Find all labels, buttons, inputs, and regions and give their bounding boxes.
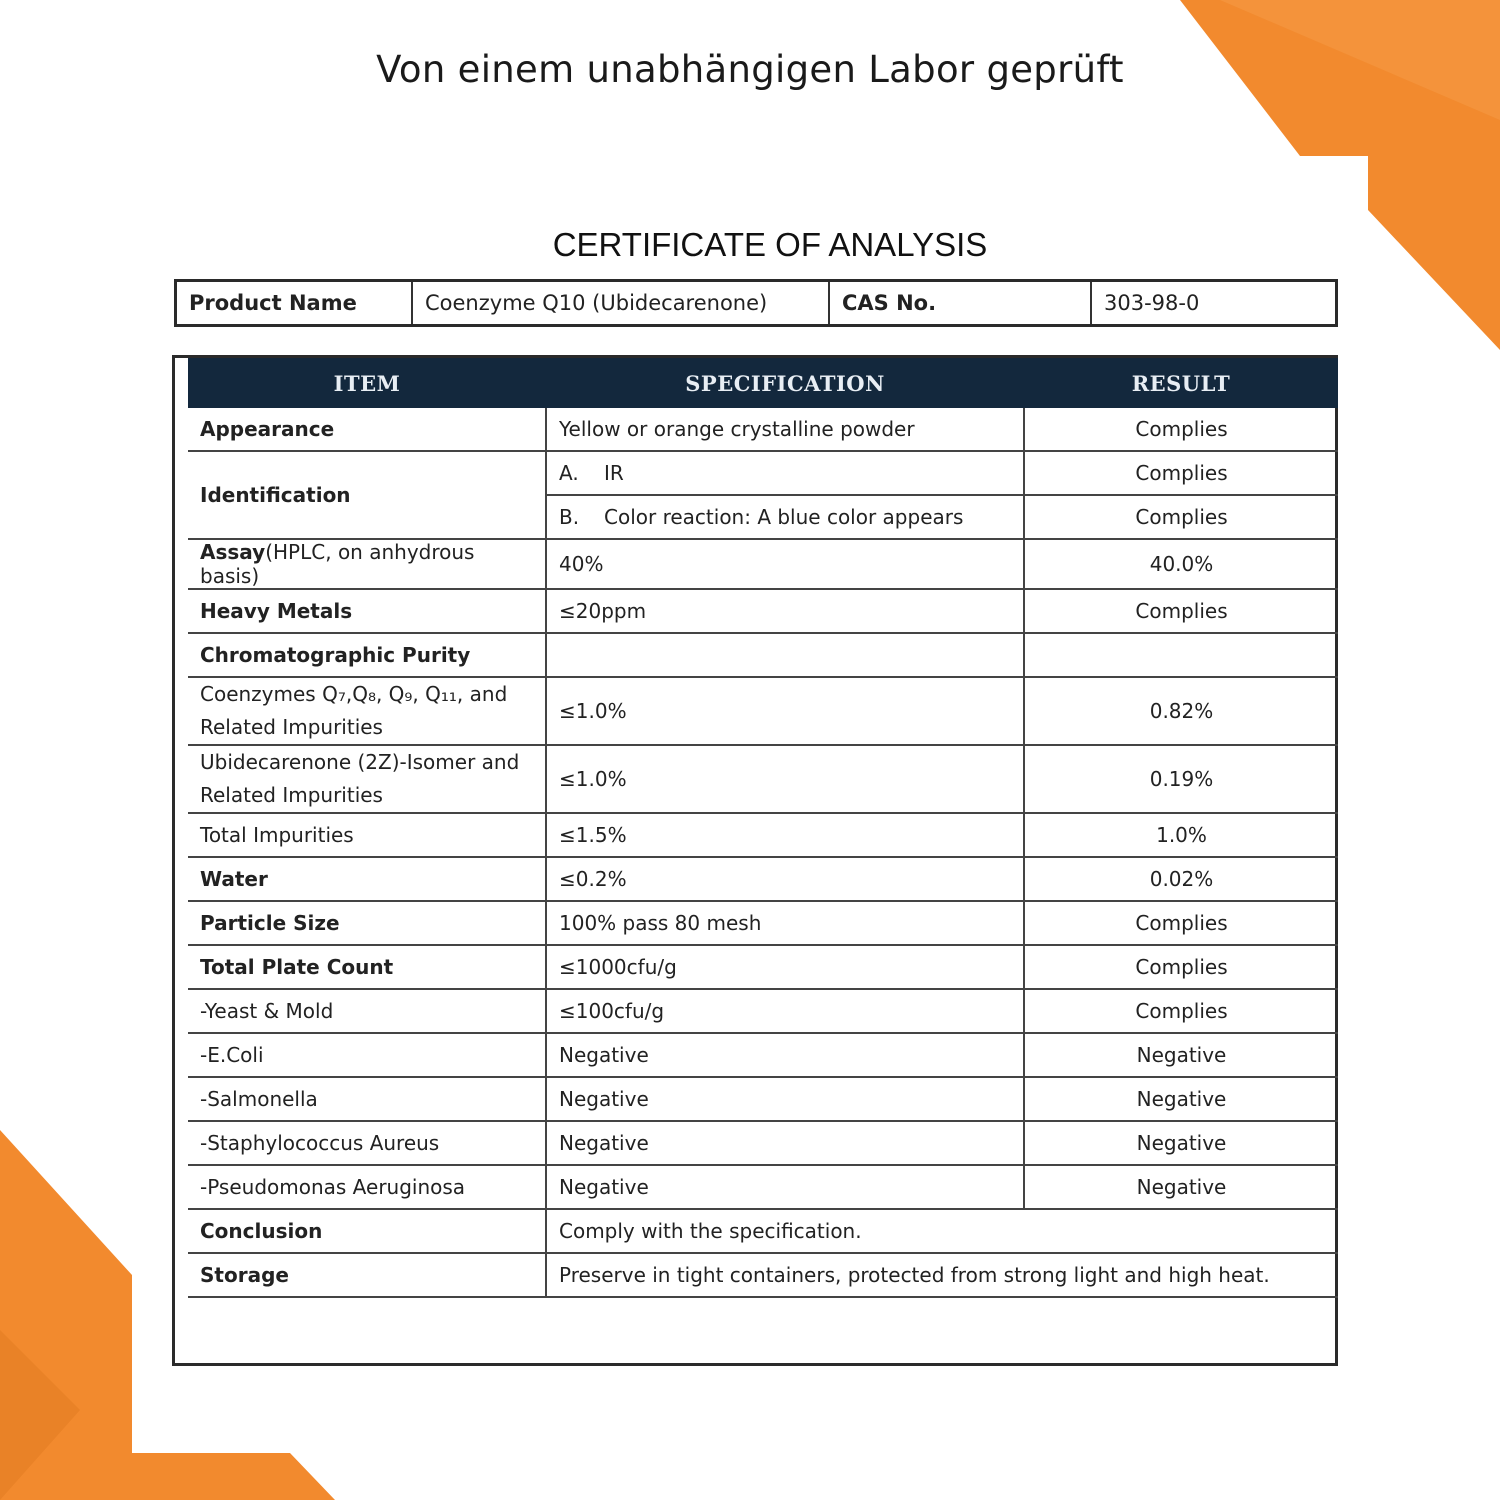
product-name-label: Product Name bbox=[176, 281, 413, 326]
item-line-2: Related Impurities bbox=[200, 783, 383, 807]
certificate-title: CERTIFICATE OF ANALYSIS bbox=[552, 226, 988, 263]
table-row bbox=[188, 1209, 1338, 1253]
row-spec: Negative bbox=[546, 1121, 1024, 1165]
row-result: Negative bbox=[1024, 1077, 1338, 1121]
spec-label: B. bbox=[559, 505, 580, 529]
row-spec: ≤1.0% bbox=[546, 677, 1024, 745]
spec-text: IR bbox=[604, 461, 624, 485]
table-row bbox=[188, 677, 1338, 745]
row-result: Negative bbox=[1024, 1121, 1338, 1165]
row-item: -E.Coli bbox=[188, 1033, 546, 1077]
page-heading: Von einem unabhängigen Labor geprüft bbox=[376, 48, 1124, 91]
row-item bbox=[188, 539, 546, 589]
table-row bbox=[188, 539, 1338, 589]
row-spec bbox=[546, 633, 1024, 677]
product-info-table bbox=[174, 279, 1338, 327]
row-spec: Negative bbox=[546, 1165, 1024, 1209]
row-result: Complies bbox=[1024, 451, 1338, 495]
row-item: Total Plate Count bbox=[188, 945, 546, 989]
table-row bbox=[188, 745, 1338, 813]
table-row bbox=[188, 1253, 1338, 1297]
row-item: Identification bbox=[188, 451, 546, 539]
spec-label: A. bbox=[559, 461, 579, 485]
row-spec: Negative bbox=[546, 1033, 1024, 1077]
row-spec: 100% pass 80 mesh bbox=[546, 901, 1024, 945]
item-line-1: Coenzymes Q₇,Q₈, Q₉, Q₁₁, and bbox=[200, 682, 508, 706]
table-row bbox=[188, 589, 1338, 633]
row-result: Complies bbox=[1024, 589, 1338, 633]
product-name-value: Coenzyme Q10 (Ubidecarenone) bbox=[412, 281, 829, 326]
table-row bbox=[188, 857, 1338, 901]
table-row bbox=[188, 1121, 1338, 1165]
row-item: Total Impurities bbox=[188, 813, 546, 857]
row-result: Negative bbox=[1024, 1165, 1338, 1209]
item-bold: Assay bbox=[200, 540, 266, 564]
table-header bbox=[188, 358, 1338, 408]
row-item: -Pseudomonas Aeruginosa bbox=[188, 1165, 546, 1209]
row-result: Complies bbox=[1024, 408, 1338, 451]
spec-text: Color reaction: A blue color appears bbox=[604, 505, 964, 529]
row-result: Complies bbox=[1024, 945, 1338, 989]
row-spec: Preserve in tight containers, protected from strong light and high heat. bbox=[546, 1253, 1338, 1297]
row-item: Chromatographic Purity bbox=[188, 633, 546, 677]
table-row bbox=[188, 989, 1338, 1033]
row-result: Negative bbox=[1024, 1033, 1338, 1077]
table-row bbox=[188, 945, 1338, 989]
row-item: Heavy Metals bbox=[188, 589, 546, 633]
table-row bbox=[188, 633, 1338, 677]
row-result: 40.0% bbox=[1024, 539, 1338, 589]
row-result bbox=[1024, 633, 1338, 677]
row-item: Appearance bbox=[188, 408, 546, 451]
row-spec: ≤100cfu/g bbox=[546, 989, 1024, 1033]
header-result: RESULT bbox=[1024, 358, 1338, 408]
table-row bbox=[188, 813, 1338, 857]
row-spec: ≤20ppm bbox=[546, 589, 1024, 633]
row-spec: Negative bbox=[546, 1077, 1024, 1121]
row-spec: 40% bbox=[546, 539, 1024, 589]
row-item: Storage bbox=[188, 1253, 546, 1297]
row-spec bbox=[546, 495, 1024, 539]
row-spec: ≤1000cfu/g bbox=[546, 945, 1024, 989]
row-spec: Yellow or orange crystalline powder bbox=[546, 408, 1024, 451]
analysis-table bbox=[188, 358, 1338, 1298]
item-rest: (HPLC, on anhydrous basis) bbox=[200, 540, 475, 588]
row-result: Complies bbox=[1024, 495, 1338, 539]
table-row bbox=[188, 1077, 1338, 1121]
row-item bbox=[188, 677, 546, 745]
row-item: Particle Size bbox=[188, 901, 546, 945]
table-row bbox=[188, 408, 1338, 451]
row-result: Complies bbox=[1024, 901, 1338, 945]
item-line-2: Related Impurities bbox=[200, 715, 383, 739]
header-specification: SPECIFICATION bbox=[546, 358, 1024, 408]
row-item: Water bbox=[188, 857, 546, 901]
table-row bbox=[188, 901, 1338, 945]
row-result: Complies bbox=[1024, 989, 1338, 1033]
cas-label: CAS No. bbox=[829, 281, 1091, 326]
row-item: Conclusion bbox=[188, 1209, 546, 1253]
table-row bbox=[188, 451, 1338, 495]
table-row bbox=[188, 1165, 1338, 1209]
item-line-1: Ubidecarenone (2Z)-Isomer and bbox=[200, 750, 520, 774]
row-spec: Comply with the specification. bbox=[546, 1209, 1338, 1253]
row-item: -Staphylococcus Aureus bbox=[188, 1121, 546, 1165]
row-spec: ≤1.5% bbox=[546, 813, 1024, 857]
row-spec: ≤1.0% bbox=[546, 745, 1024, 813]
table-row bbox=[188, 1033, 1338, 1077]
row-item bbox=[188, 745, 546, 813]
row-spec bbox=[546, 451, 1024, 495]
cas-value: 303-98-0 bbox=[1104, 291, 1200, 315]
row-result: 0.02% bbox=[1024, 857, 1338, 901]
row-item: -Yeast & Mold bbox=[188, 989, 546, 1033]
row-result: 0.19% bbox=[1024, 745, 1338, 813]
row-spec: ≤0.2% bbox=[546, 857, 1024, 901]
header-item: ITEM bbox=[188, 358, 546, 408]
row-item: -Salmonella bbox=[188, 1077, 546, 1121]
row-result: 0.82% bbox=[1024, 677, 1338, 745]
row-result: 1.0% bbox=[1024, 813, 1338, 857]
